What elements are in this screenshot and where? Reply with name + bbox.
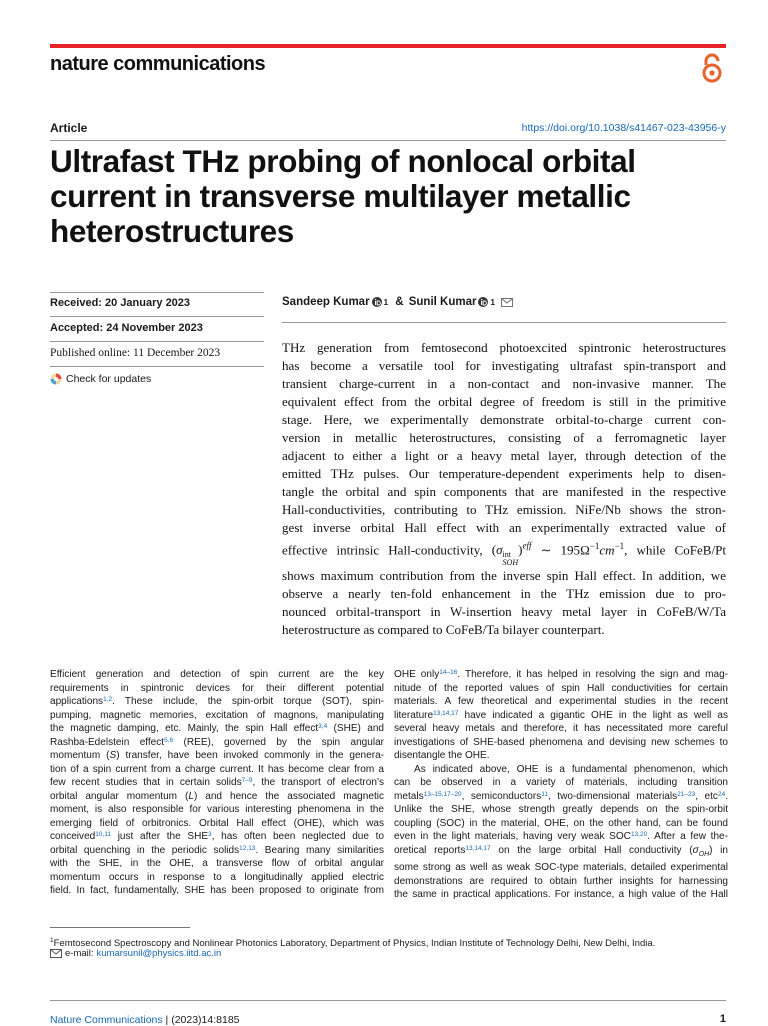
- author-name[interactable]: Sunil Kumar: [408, 296, 477, 308]
- abstract-line: heterostructure as compared to CoFeB/Ta bilayer counterpart.: [282, 622, 605, 638]
- abstract-line: shows maximum contribution from the inverse spin Hall effect. In addition, we: [282, 568, 726, 584]
- doi-link[interactable]: https://doi.org/10.1038/s41467-023-43956-y: [521, 122, 726, 134]
- author-name[interactable]: Sandeep Kumar: [282, 296, 370, 308]
- footer-citation: Nature Communications | (2023)14:8185: [50, 1014, 240, 1026]
- footnote-rule: [50, 927, 190, 928]
- abstract-line: nounced orbital-transport in W-insertion heavy metal layer in CoFeB/W/Ta: [282, 604, 726, 620]
- crossmark-icon: [50, 373, 62, 385]
- divider: [50, 140, 726, 141]
- body-line: several heavy metals and therefore, it has necessitated more careful: [394, 723, 728, 734]
- citation-ref[interactable]: 14–16: [439, 669, 458, 676]
- math-symbol: L: [188, 790, 194, 802]
- body-line: few recent studies that in certain solids$^{7-9}$, the transport of electron’s: [50, 777, 384, 788]
- abstract-line: stage. Here, we experimentally demonstrate orbital-to-charge current con-: [282, 412, 726, 427]
- citation-ref[interactable]: 24: [717, 790, 726, 798]
- citation-ref[interactable]: 1,2: [103, 696, 113, 703]
- citation-ref[interactable]: 13,14,17: [433, 709, 459, 717]
- email-link[interactable]: kumarsunil@physics.iitd.ac.in: [96, 948, 222, 959]
- body-line: demonstrations are required to obtain further insights for harnessing: [394, 875, 728, 887]
- affiliation-footnote: $^1$Femtosecond Spectroscopy and Nonlinear Photonics Laboratory, Department of Physics, Indian Institute of Technology Delhi, New Delhi, India.: [50, 937, 656, 950]
- abstract: [282, 339, 726, 639]
- abstract-line: THz generation from femtosecond photoexcited spintronic heterostructures: [282, 340, 726, 355]
- body-column-right: [394, 668, 728, 902]
- check-for-updates-button[interactable]: [50, 373, 151, 385]
- citation-ref[interactable]: 13–15,17–20: [423, 790, 462, 798]
- citation-ref[interactable]: 3: [208, 831, 212, 838]
- divider: [50, 341, 264, 342]
- body-line: orbital angular momentum (L) and hence the associated magnetic: [50, 790, 384, 802]
- abstract-line: adjacent to either a light or a heavy metal layer, through detection of the: [282, 448, 726, 463]
- abstract-line: tangle the orbital and spin components that are manifested in the respective: [282, 484, 726, 499]
- title-line: Ultrafast THz probing of nonlocal orbital: [50, 143, 636, 179]
- body-line: with the SHE, in the OHE, a transverse flow of orbital angular: [50, 858, 384, 869]
- body-line: Unlike the SHE, whose strength greatly depends on the spin-orbit: [394, 804, 728, 815]
- footer-journal-link[interactable]: Nature Communications: [50, 1014, 163, 1026]
- citation-ref[interactable]: 5,6: [164, 736, 174, 744]
- body-line: field. In fact, fundamentally, SHE has been proposed to originate from: [50, 885, 384, 896]
- abstract-formula-line: effective intrinsic Hall-conductivity, (σ int SOH )$^{eff}$ ∼ $195\Omega^{-1}cm^{-1}$, while CoFeB/Pt: [282, 541, 726, 568]
- citation-ref[interactable]: 7–9: [241, 777, 253, 784]
- hall-conductivity-symbol: (σ int SOH )$^{eff}$: [491, 541, 532, 568]
- body-line: requirements in spintronic devices for their different potential: [50, 682, 384, 694]
- article-title: [50, 144, 726, 249]
- body-line: even in the light materials, having very weak SOC$^{13,20}$. After a few the-: [394, 831, 728, 842]
- citation-ref[interactable]: 3,4: [318, 723, 328, 730]
- body-line: As indicated above, OHE is a fundamental phenomenon, which: [414, 763, 728, 775]
- citation-ref[interactable]: 11: [541, 790, 548, 798]
- accepted-date: Accepted: 24 November 2023: [50, 322, 203, 334]
- affiliation-superscript: 1: [383, 297, 389, 307]
- abstract-line: Hall-conductivities, contributing to THz emission. NiFe/Nb shows the stron-: [282, 502, 726, 517]
- citation-ref[interactable]: 10,11: [95, 831, 112, 838]
- abstract-line: has become a versatile tool for investigating ultrafast spin-transport and: [282, 358, 726, 373]
- body-line: OHE only$^{14-16}$. Therefore, it has helped in resolving the sign and mag-: [394, 669, 728, 680]
- divider: [282, 322, 726, 323]
- title-line: current in transverse multilayer metallic: [50, 178, 631, 214]
- orcid-icon[interactable]: [372, 297, 382, 307]
- orcid-icon[interactable]: [478, 297, 488, 307]
- abstract-line: gest inverse orbital Hall effect with an experimentally extracted value of: [282, 520, 726, 535]
- body-line: oretical reports$^{13,14,17}$ on the large orbital Hall conductivity $(\sigma_{OH})$ in: [394, 844, 728, 858]
- abstract-line: emitted THz pulses. Our temperature-dependent experiments help to disen-: [282, 466, 726, 481]
- abstract-line: equivalent effect from the orbital degree of freedom is still in the primitive: [282, 394, 726, 409]
- divider: [50, 316, 264, 317]
- body-line: momentum (S) transfer, have been invoked commonly in the genera-: [50, 750, 384, 761]
- divider: [50, 366, 264, 367]
- math-subscript: OH: [698, 850, 710, 858]
- body-line: some strong as well as weak SOC-type materials, detailed experimental: [394, 862, 728, 873]
- body-line: orbital quenching in the periodic solids$^{12,13}$. Bearing many similarities: [50, 844, 384, 856]
- body-line: tion of a spin current from a charge current. It has become clear from a: [50, 763, 384, 775]
- body-line: Efficient generation and detection of spin current are the key: [50, 669, 384, 680]
- abstract-line: transient charge-current in a non-contact and non-invasive manner. The: [282, 376, 726, 391]
- body-line: the magnetic damping, etc. Mainly, the spin Hall effect$^{3,4}$ (SHE) and: [50, 723, 384, 734]
- math-symbol: σ: [692, 844, 699, 856]
- open-access-icon[interactable]: [699, 52, 725, 84]
- page-number: 1: [719, 1013, 726, 1025]
- published-date: Published online: 11 December 2023: [50, 347, 221, 359]
- citation-ref[interactable]: 21–23: [677, 790, 696, 798]
- journal-name: nature communications: [50, 53, 266, 75]
- received-date: Received: 20 January 2023: [50, 297, 191, 309]
- email-label: e-mail:: [65, 948, 94, 959]
- envelope-icon[interactable]: [501, 298, 513, 307]
- abstract-line: observe a nearly ten-fold enhancement in the THz emission due to pro-: [282, 586, 726, 602]
- body-line: conceived$^{10,11}$ just after the SHE$^3$, has often been neglected due to: [50, 831, 384, 842]
- divider: [50, 292, 264, 293]
- body-line: materials. A few theoretical and experimental studies in the recent: [394, 696, 728, 707]
- check-updates-label: Check for updates: [66, 373, 152, 385]
- article-type-label: Article: [50, 121, 88, 135]
- body-line: momentum occurs in response to a longitudinally applied electric: [50, 871, 384, 883]
- header-rule: [50, 44, 726, 48]
- author-list: [282, 296, 513, 308]
- email-footnote: [50, 948, 221, 959]
- body-line: can be observed in a variety of materials, including transition: [394, 777, 728, 788]
- envelope-icon: [50, 949, 62, 958]
- body-line: emerging field of orbitronics. Orbital Hall effect (OHE), which was: [50, 817, 384, 829]
- citation-ref[interactable]: 13,20: [630, 831, 648, 838]
- body-line: coupling (SOC) in the material, OHE, on the other hand, can be found: [394, 817, 728, 829]
- abstract-line: version in metallic heterostructures, consisting of a ferromagnetic layer: [282, 430, 726, 445]
- body-line: nitude of the reported values of spin Hall conductivities for certain: [394, 682, 728, 694]
- footer-rule: [50, 1000, 726, 1001]
- body-line: investigations of SHE-based phenomena and devising new schemes to: [394, 736, 728, 748]
- body-line: the same in practical applications. For instance, a high value of the Hall: [394, 889, 728, 900]
- body-line: disentangle the OHE.: [394, 750, 490, 761]
- body-line: metals$^{13-15,17-20}$, semiconductors$^{11}$, two-dimensional materials$^{21-23}$, etc$^{24}$.: [394, 790, 728, 802]
- citation-ref[interactable]: 12,13: [239, 844, 256, 852]
- body-line: pumping, magnetic memories, excitation of magnons, manipulating: [50, 709, 384, 721]
- author-separator: &: [392, 296, 407, 308]
- body-column-left: [50, 668, 384, 898]
- body-line: applications$^{1,2}$. These include, the spin-orbit torque (SOT), spin-: [50, 696, 384, 707]
- citation-ref[interactable]: 13,14,17: [465, 844, 491, 852]
- affiliation-superscript: 1: [490, 297, 495, 307]
- body-line: literature$^{13,14,17}$ have indicated a gigantic OHE in the light as well as: [394, 709, 728, 721]
- body-line: moment, is also responsible for various interesting phenomena in the: [50, 804, 384, 815]
- title-line: heterostructures: [50, 213, 294, 249]
- math-symbol: S: [109, 750, 117, 761]
- body-line: Rashba-Edelstein effect$^{5,6}$ (REE), governed by the spin angular: [50, 736, 384, 748]
